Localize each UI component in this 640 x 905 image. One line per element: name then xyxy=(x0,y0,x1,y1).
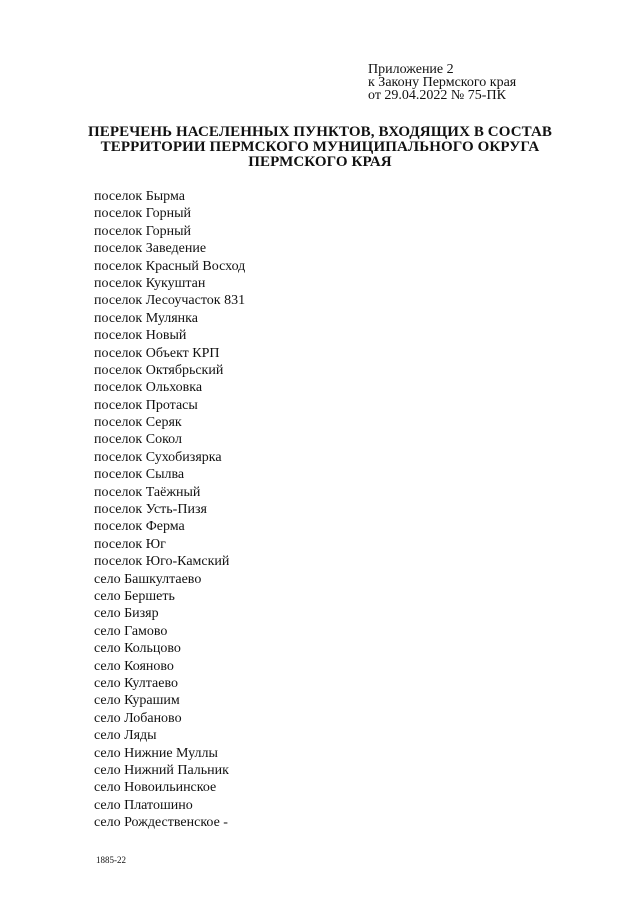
settlement-item: поселок Объект КРП xyxy=(94,345,220,361)
settlement-item: село Рождественское - xyxy=(94,815,228,831)
settlement-item: поселок Кукуштан xyxy=(94,275,206,291)
settlement-item: поселок Усть-Пизя xyxy=(94,502,207,518)
appendix-law-reference: к Закону Пермского края xyxy=(368,75,517,90)
settlement-item: село Бизяр xyxy=(94,606,159,622)
settlement-item: поселок Юг xyxy=(94,536,166,552)
settlement-list xyxy=(94,188,245,831)
settlement-item: поселок Таёжный xyxy=(94,484,201,500)
settlement-item: поселок Сухобизярка xyxy=(94,449,222,465)
appendix-header xyxy=(368,63,516,102)
settlement-item: поселок Новый xyxy=(94,328,187,344)
settlement-item: поселок Ольховка xyxy=(94,380,203,396)
settlement-item: поселок Октябрьский xyxy=(94,362,224,378)
appendix-number: Приложение 2 xyxy=(368,62,454,77)
settlement-item: село Кояново xyxy=(94,658,174,674)
settlement-item: поселок Заведение xyxy=(94,241,207,257)
settlement-item: село Ляды xyxy=(94,728,157,744)
document-code: 1885-22 xyxy=(96,855,126,865)
settlement-item: поселок Бырма xyxy=(94,189,185,204)
settlement-item: поселок Мулянка xyxy=(94,310,198,326)
settlement-item: село Култаево xyxy=(94,675,178,691)
settlement-item: поселок Серяк xyxy=(94,415,182,431)
settlement-item: село Кольцово xyxy=(94,641,181,657)
settlement-item: поселок Лесоучасток 831 xyxy=(94,293,246,309)
settlement-item: село Курашим xyxy=(94,693,180,709)
appendix-law-date-number: от 29.04.2022 № 75-ПК xyxy=(368,88,506,103)
settlement-item: село Платошино xyxy=(94,797,193,813)
title-line-2: ТЕРРИТОРИИ ПЕРМСКОГО МУНИЦИПАЛЬНОГО ОКРУГА xyxy=(100,139,540,155)
document-title xyxy=(0,125,640,170)
settlement-item: поселок Сылва xyxy=(94,467,185,483)
settlement-item: поселок Горный xyxy=(94,206,191,222)
settlement-item: поселок Сокол xyxy=(94,432,182,448)
settlement-item: село Новоильинское xyxy=(94,780,217,796)
settlement-item: село Бершеть xyxy=(94,588,175,604)
settlement-item: село Нижний Пальник xyxy=(94,762,229,778)
settlement-item: село Лобаново xyxy=(94,710,182,726)
settlement-item: поселок Юго-Камский xyxy=(94,554,230,570)
title-line-1: ПЕРЕЧЕНЬ НАСЕЛЕННЫХ ПУНКТОВ, ВХОДЯЩИХ В СОСТАВ xyxy=(87,124,553,140)
settlement-item: поселок Протасы xyxy=(94,397,198,413)
settlement-item: поселок Горный xyxy=(94,223,191,239)
settlement-item: поселок Ферма xyxy=(94,519,185,535)
settlement-item: село Гамово xyxy=(94,623,168,639)
settlement-item: поселок Красный Восход xyxy=(94,258,246,274)
title-line-3: ПЕРМСКОГО КРАЯ xyxy=(248,154,392,170)
settlement-item: село Башкултаево xyxy=(94,571,202,587)
settlement-item: село Нижние Муллы xyxy=(94,745,218,761)
